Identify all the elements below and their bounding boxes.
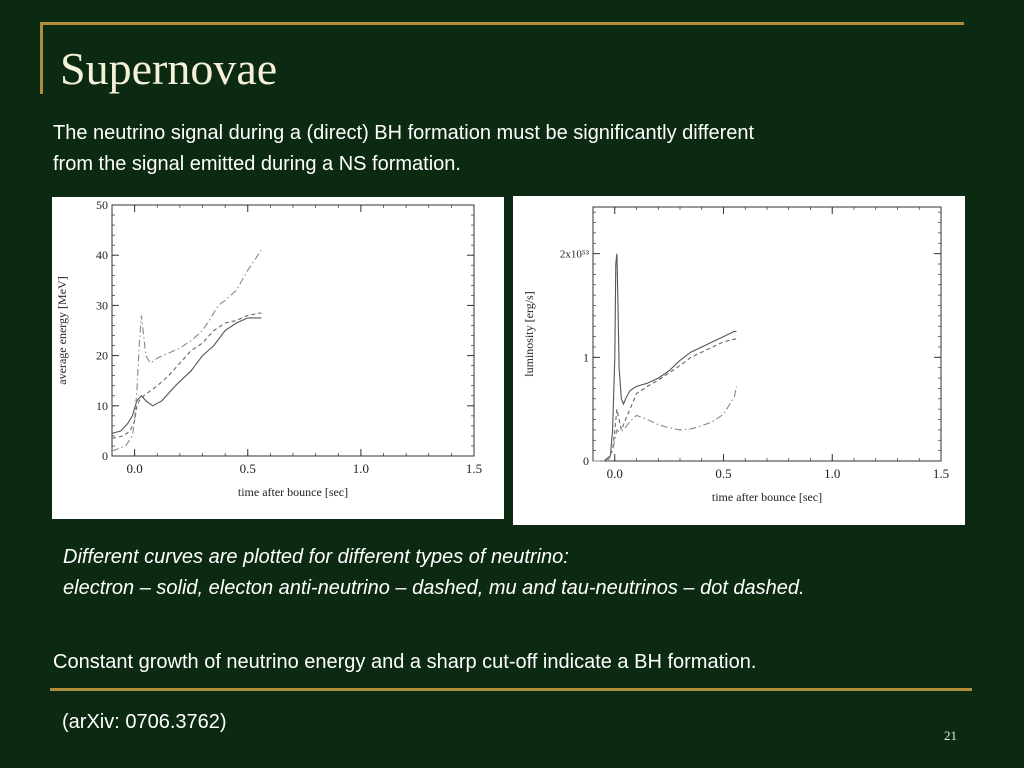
x-tick-label: 0.5 bbox=[715, 466, 732, 481]
x-tick-label: 0.0 bbox=[606, 466, 623, 481]
frame-bottom-rule bbox=[50, 688, 972, 691]
energy-chart bbox=[52, 197, 504, 519]
caption-line-2: electron – solid, electon anti-neutrino – dashed, mu and tau-neutrinos – dot dashed. bbox=[63, 577, 805, 599]
y-tick-label: 20 bbox=[96, 348, 108, 363]
luminosity-chart-panel bbox=[513, 196, 965, 525]
y-axis-label: luminosity [erg/s] bbox=[522, 291, 536, 377]
series-line-solid bbox=[112, 318, 261, 434]
x-tick-label: 1.5 bbox=[465, 461, 483, 476]
curve-caption bbox=[63, 542, 1021, 604]
y-tick-label: 2x10⁵³ bbox=[559, 248, 589, 261]
y-tick-label: 0 bbox=[583, 454, 589, 468]
plot-frame bbox=[593, 207, 941, 461]
frame-top-rule bbox=[40, 22, 964, 25]
x-tick-label: 1.0 bbox=[352, 461, 369, 476]
y-tick-label: 40 bbox=[96, 248, 108, 263]
intro-text bbox=[53, 118, 973, 180]
caption-line-1: Different curves are plotted for different types of neutrino: bbox=[63, 546, 569, 568]
series-line-solid bbox=[593, 254, 737, 461]
y-tick-label: 1 bbox=[583, 350, 589, 365]
x-tick-label: 0.5 bbox=[239, 461, 256, 476]
x-tick-label: 1.0 bbox=[824, 466, 841, 481]
x-axis-label: time after bounce [sec] bbox=[711, 490, 823, 504]
plot-frame bbox=[112, 205, 474, 456]
series-line-dot-dashed bbox=[593, 386, 737, 461]
energy-chart-panel bbox=[52, 197, 504, 519]
y-axis-label: average energy [MeV] bbox=[55, 276, 69, 385]
x-axis-label: time after bounce [sec] bbox=[237, 485, 349, 499]
luminosity-chart bbox=[513, 196, 965, 525]
frame-left-rule bbox=[40, 22, 43, 94]
slide-title: Supernovae bbox=[60, 43, 278, 94]
page-number: 21 bbox=[944, 728, 957, 743]
reference-citation: (arXiv: 0706.3762) bbox=[62, 711, 227, 733]
intro-line-2: from the signal emitted during a NS formation. bbox=[53, 153, 461, 175]
y-tick-label: 0 bbox=[102, 449, 108, 463]
x-tick-label: 0.0 bbox=[126, 461, 143, 476]
y-tick-label: 50 bbox=[96, 198, 108, 212]
intro-line-1: The neutrino signal during a (direct) BH formation must be significantly different bbox=[53, 122, 755, 144]
conclusion-text: Constant growth of neutrino energy and a sharp cut-off indicate a BH formation. bbox=[53, 651, 757, 673]
x-tick-label: 1.5 bbox=[932, 466, 950, 481]
y-tick-label: 10 bbox=[96, 398, 108, 413]
y-tick-label: 30 bbox=[96, 298, 108, 313]
